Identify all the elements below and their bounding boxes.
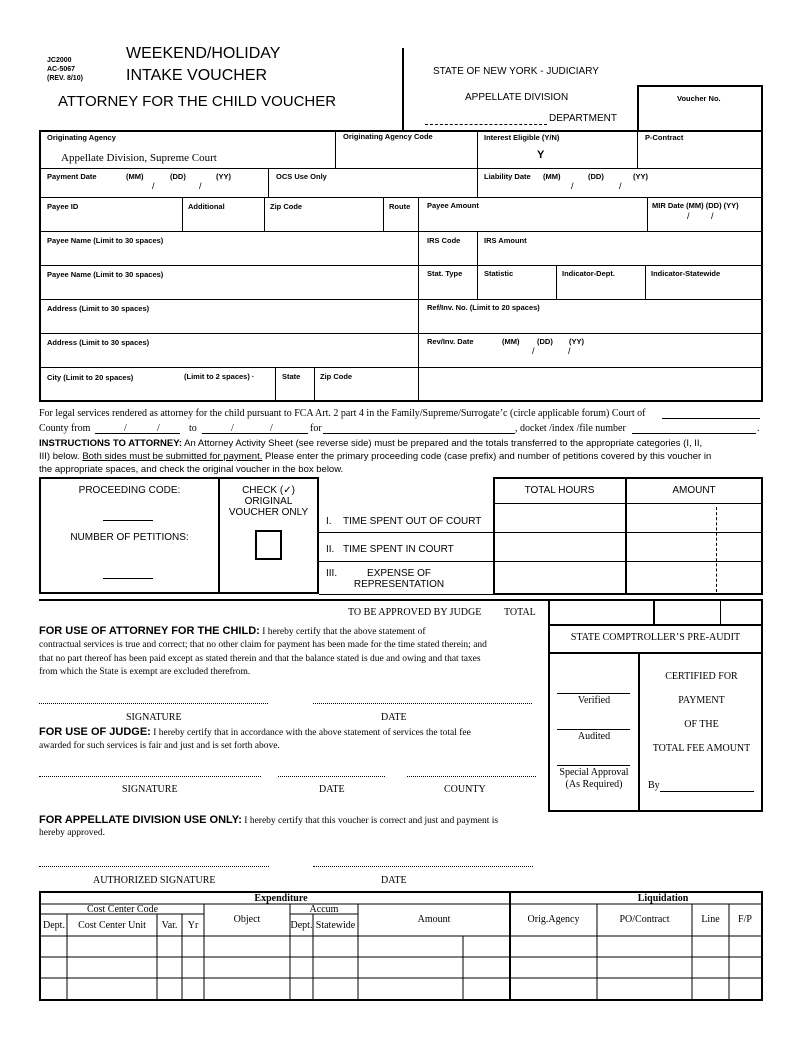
fp-header: F/P: [738, 914, 752, 925]
from-date-blank[interactable]: [95, 433, 180, 434]
state-label: State: [282, 372, 301, 381]
audited-label: Audited: [577, 731, 611, 742]
for-blank[interactable]: [323, 433, 515, 434]
grid-line: [418, 197, 419, 401]
instructions-text: Please enter the primary proceeding code (case prefix) and number of petitions covered by this voucher in: [262, 451, 712, 462]
var-header: Var.: [161, 920, 178, 931]
expense-label-2: REPRESENTATION: [353, 579, 445, 590]
cost-center-unit-header: Cost Center Unit: [78, 920, 146, 931]
title-intake-voucher: INTAKE VOUCHER: [126, 67, 268, 84]
total-hours-label: TOTAL HOURS: [524, 485, 595, 496]
special-approval-label: Special Approval: [559, 767, 629, 778]
address-label-2: Address (Limit to 30 spaces): [47, 338, 150, 347]
stat-type-label: Stat. Type: [427, 269, 463, 278]
grid-line: [40, 299, 762, 300]
amount-label: AMOUNT: [672, 485, 716, 496]
proceeding-code-field[interactable]: [103, 520, 153, 521]
ref-inv-date-yy: (YY): [569, 337, 584, 346]
number-of-petitions-label: NUMBER OF PETITIONS:: [70, 532, 189, 543]
docket-label: , docket /index /file number: [515, 423, 626, 434]
additional-label: Additional: [188, 202, 225, 211]
instructions-text: III) below.: [39, 451, 83, 462]
time-in-court-label: TIME SPENT IN COURT: [343, 544, 454, 555]
date-slash: /: [199, 181, 202, 191]
appellate-date-field[interactable]: [313, 866, 533, 867]
verified-label: Verified: [577, 695, 611, 706]
appellate-cert-line-2: hereby approved.: [39, 828, 105, 838]
state-heading: STATE OF NEW YORK - JUDICIARY: [433, 66, 599, 77]
attorney-signature-label: SIGNATURE: [126, 712, 182, 723]
table-row[interactable]: [41, 958, 761, 978]
by-label: By: [648, 780, 660, 791]
total-fee-amount-label: TOTAL FEE AMOUNT: [652, 743, 751, 754]
pre-audit-heading: STATE COMPTROLLER’S PRE-AUDIT: [570, 632, 741, 643]
judge-cert-heading: FOR USE OF JUDGE:: [39, 726, 151, 738]
docket-blank[interactable]: [632, 433, 756, 434]
grid-line: [645, 265, 646, 299]
attorney-cert-line-4: from which the State is exempt are excluded therefrom.: [39, 667, 251, 677]
interest-eligible-field[interactable]: Y: [537, 149, 545, 161]
liquidation-header: Liquidation: [637, 893, 689, 904]
date-slash: /: [568, 346, 571, 356]
table-row[interactable]: [41, 937, 761, 957]
ref-inv-no-label: Ref/Inv. No. (Limit to 20 spaces): [427, 303, 540, 312]
payee-name-label: Payee Name (Limit to 30 spaces): [47, 236, 164, 245]
original-label: ORIGINAL: [244, 496, 293, 507]
zip-code-label-2: Zip Code: [320, 372, 353, 381]
judge-signature-field[interactable]: [39, 776, 261, 777]
authorized-signature-label: AUTHORIZED SIGNATURE: [93, 875, 216, 886]
attorney-cert-line-3: that no part thereof has been paid except as stated therein and that the balance stated is due and owing and that taxes: [39, 654, 481, 664]
total-hours-field[interactable]: [550, 601, 652, 623]
grid-line: [40, 265, 762, 266]
date-slash: /: [619, 181, 622, 191]
indicator-statewide-label: Indicator-Statewide: [651, 269, 721, 278]
originating-agency-code-label: Originating Agency Code: [343, 132, 433, 141]
grid-line: [40, 367, 762, 368]
voucher-only-label: VOUCHER ONLY: [228, 507, 309, 518]
time-in-court-amount[interactable]: [626, 533, 762, 561]
authorized-signature-field[interactable]: [39, 866, 269, 867]
instructions-text: An Attorney Activity Sheet (see reverse side) must be prepared and the totals transferred to the appropriate categories (I, II,: [182, 438, 703, 449]
title-weekend-holiday: WEEKEND/HOLIDAY: [126, 45, 281, 62]
date-slash: /: [270, 423, 273, 434]
date-slash: /: [687, 211, 690, 221]
attorney-cert-line-1: [39, 626, 425, 638]
expense-hours[interactable]: [494, 562, 625, 594]
row-3-number: III.: [326, 568, 338, 579]
total-amount-field[interactable]: [655, 601, 761, 623]
grid-line: [268, 168, 269, 197]
grid-line: [40, 168, 762, 169]
amount-header: Amount: [417, 914, 451, 925]
to-date-blank[interactable]: [202, 433, 308, 434]
proceeding-code-label: PROCEEDING CODE:: [78, 485, 181, 496]
grid-line: [182, 197, 183, 231]
grid-line: [548, 624, 763, 626]
row-1-number: I.: [326, 516, 332, 527]
indicator-dept-label: Indicator-Dept.: [562, 269, 615, 278]
originating-agency-label: Originating Agency: [47, 133, 116, 142]
grid-line: [40, 197, 762, 198]
instructions-heading: INSTRUCTIONS TO ATTORNEY:: [39, 438, 183, 449]
grid-line: [556, 265, 557, 299]
original-voucher-checkbox[interactable]: [255, 530, 282, 560]
dept-header: Dept.: [43, 920, 65, 931]
voucher-number-box[interactable]: [637, 85, 763, 132]
attorney-cert-line-2: contractual services is true and correct; that no other claim for payment has been made for the time stated therein; and: [39, 640, 487, 650]
instructions-line-3: the appropriate spaces, and check the original voucher in the box below.: [39, 464, 344, 475]
payment-label: PAYMENT: [678, 695, 725, 706]
certified-for-label: CERTIFIED FOR: [665, 671, 738, 682]
expenditure-header: Expenditure: [254, 893, 308, 904]
voucher-number-label: Voucher No.: [677, 94, 721, 103]
attorney-signature-field[interactable]: [39, 703, 268, 704]
liability-date-label: Liability Date: [484, 172, 531, 181]
city-limit-label: (Limit to 2 spaces) ·: [184, 372, 255, 381]
table-row[interactable]: [41, 979, 761, 999]
ref-inv-date-mm: (MM): [502, 337, 520, 346]
instructions-underlined: Both sides must be submitted for payment.: [82, 451, 263, 462]
date-slash: /: [231, 423, 234, 434]
attorney-date-field[interactable]: [313, 703, 532, 704]
time-out-of-court-label: TIME SPENT OUT OF COURT: [343, 516, 482, 527]
payee-amount-label: Payee Amount: [427, 201, 479, 210]
route-label: Route: [389, 202, 411, 211]
accum-header: Accum: [309, 904, 339, 915]
orig-agency-header: Orig.Agency: [527, 914, 580, 925]
grid-line: [383, 197, 384, 231]
special-approval-field[interactable]: [557, 765, 630, 766]
row-2-number: II.: [326, 544, 335, 555]
grid-line: [477, 131, 478, 197]
interest-eligible-label: Interest Eligible (Y/N): [484, 133, 560, 142]
ref-inv-date-dd: (DD): [537, 337, 553, 346]
liability-date-mm: (MM): [543, 172, 561, 181]
grid-line: [40, 333, 762, 334]
judge-date-label: DATE: [319, 784, 345, 795]
attorney-date-label: DATE: [381, 712, 407, 723]
appellate-cert-text: I hereby certify that this voucher is correct and just and payment is: [241, 816, 499, 826]
object-header: Object: [233, 914, 261, 925]
irs-code-label: IRS Code: [427, 236, 461, 245]
of-the-label: OF THE: [684, 719, 719, 730]
judge-county-field[interactable]: [407, 776, 536, 777]
liability-date-yy: (YY): [633, 172, 648, 181]
accum-dept-header: Dept.: [290, 920, 313, 931]
grid-line: [477, 231, 478, 299]
period: .: [757, 423, 760, 434]
grid-line: [647, 197, 648, 231]
header-divider: [402, 48, 404, 130]
date-slash: /: [711, 211, 714, 221]
appellate-division-heading: APPELLATE DIVISION: [465, 92, 569, 103]
date-slash: /: [532, 346, 535, 356]
statewide-header: Statewide: [315, 920, 356, 931]
check-label: CHECK (✓): [242, 485, 295, 496]
court-blank[interactable]: [662, 418, 760, 419]
attorney-cert-text: I hereby certify that the above statement of: [259, 627, 426, 637]
cost-center-code-header: Cost Center Code: [86, 904, 159, 915]
instructions-line-2: [39, 452, 711, 462]
agency-field-grid: [39, 130, 763, 402]
expense-amount[interactable]: [626, 562, 762, 594]
expense-label-1: EXPENSE OF: [367, 568, 431, 579]
city-label: City (Limit to 20 spaces): [47, 373, 134, 382]
form-number: AC-5067: [47, 66, 76, 73]
payee-name-label-2: Payee Name (Limit to 30 spaces): [47, 270, 164, 279]
number-of-petitions-field[interactable]: [103, 578, 153, 579]
department-blank[interactable]: [425, 124, 547, 125]
liability-date-dd: (DD): [588, 172, 604, 181]
attorney-cert-heading: FOR USE OF ATTORNEY FOR THE CHILD:: [39, 625, 260, 637]
grid-line: [264, 197, 265, 231]
date-slash: /: [157, 423, 160, 434]
grid-line: [548, 652, 763, 654]
audited-field[interactable]: [557, 729, 630, 730]
payee-id-label: Payee ID: [47, 202, 79, 211]
originating-agency-field[interactable]: Appellate Division, Supreme Court: [61, 152, 217, 164]
judge-county-label: COUNTY: [444, 784, 486, 795]
verified-field[interactable]: [557, 693, 630, 694]
title-attorney-voucher: ATTORNEY FOR THE CHILD VOUCHER: [58, 93, 337, 110]
instructions-line-1: [39, 439, 702, 449]
payment-date-yy: (YY): [216, 172, 231, 181]
grid-line: [314, 367, 315, 401]
payment-date-dd: (DD): [170, 172, 186, 181]
by-signature-field[interactable]: [660, 791, 754, 792]
zip-code-label: Zip Code: [270, 202, 303, 211]
total-label: TOTAL: [504, 607, 536, 618]
ref-inv-date-label: Rev/Inv. Date: [427, 337, 474, 346]
line-header: Line: [701, 914, 720, 925]
payment-date-mm: (MM): [126, 172, 144, 181]
as-required-label: (As Required): [565, 779, 623, 790]
time-out-of-court-hours[interactable]: [494, 504, 625, 532]
department-label: DEPARTMENT: [549, 113, 617, 124]
grid-line: [637, 131, 638, 168]
finance-table: [39, 891, 763, 1001]
judge-signature-label: SIGNATURE: [122, 784, 178, 795]
approved-by-judge-label: TO BE APPROVED BY JUDGE: [348, 607, 482, 618]
statistic-label: Statistic: [484, 269, 514, 278]
appellate-cert-heading: FOR APPELLATE DIVISION USE ONLY:: [39, 814, 242, 826]
mir-date-label: MIR Date (MM) (DD) (YY): [652, 201, 739, 210]
appellate-date-label: DATE: [381, 875, 407, 886]
form-revision: (REV. 8/10): [47, 75, 83, 82]
time-in-court-hours[interactable]: [494, 533, 625, 561]
judge-cert-line-2: awarded for such services is fair and just and is set forth above.: [39, 741, 280, 751]
appellate-cert-line-1: [39, 815, 498, 827]
ocs-use-only-label: OCS Use Only: [276, 172, 327, 181]
date-slash: /: [571, 181, 574, 191]
payment-date-label: Payment Date: [47, 172, 97, 181]
date-slash: /: [124, 423, 127, 434]
legal-services-text: For legal services rendered as attorney for the child pursuant to FCA Art. 2 part 4 in the Family/Supreme/Surrogate’c (circle applicable forum) Court of: [39, 408, 646, 419]
yr-header: Yr: [187, 920, 199, 931]
grid-line: [335, 131, 336, 168]
form-code: JC2000: [47, 57, 72, 64]
po-contract-header: PO/Contract: [619, 914, 670, 925]
judge-cert-text: I hereby certify that in accordance with the above statement of services the total fee: [150, 728, 471, 738]
p-contract-label: P-Contract: [645, 133, 684, 142]
time-out-of-court-amount[interactable]: [626, 504, 762, 532]
county-from-label: County from: [39, 423, 91, 434]
address-label: Address (Limit to 30 spaces): [47, 304, 150, 313]
grid-line: [40, 231, 762, 232]
irs-amount-label: IRS Amount: [484, 236, 527, 245]
judge-date-field[interactable]: [278, 776, 385, 777]
date-slash: /: [152, 181, 155, 191]
judge-cert-line-1: [39, 727, 471, 739]
grid-line: [275, 367, 276, 401]
to-label: to: [189, 423, 197, 434]
for-label: for: [310, 423, 322, 434]
